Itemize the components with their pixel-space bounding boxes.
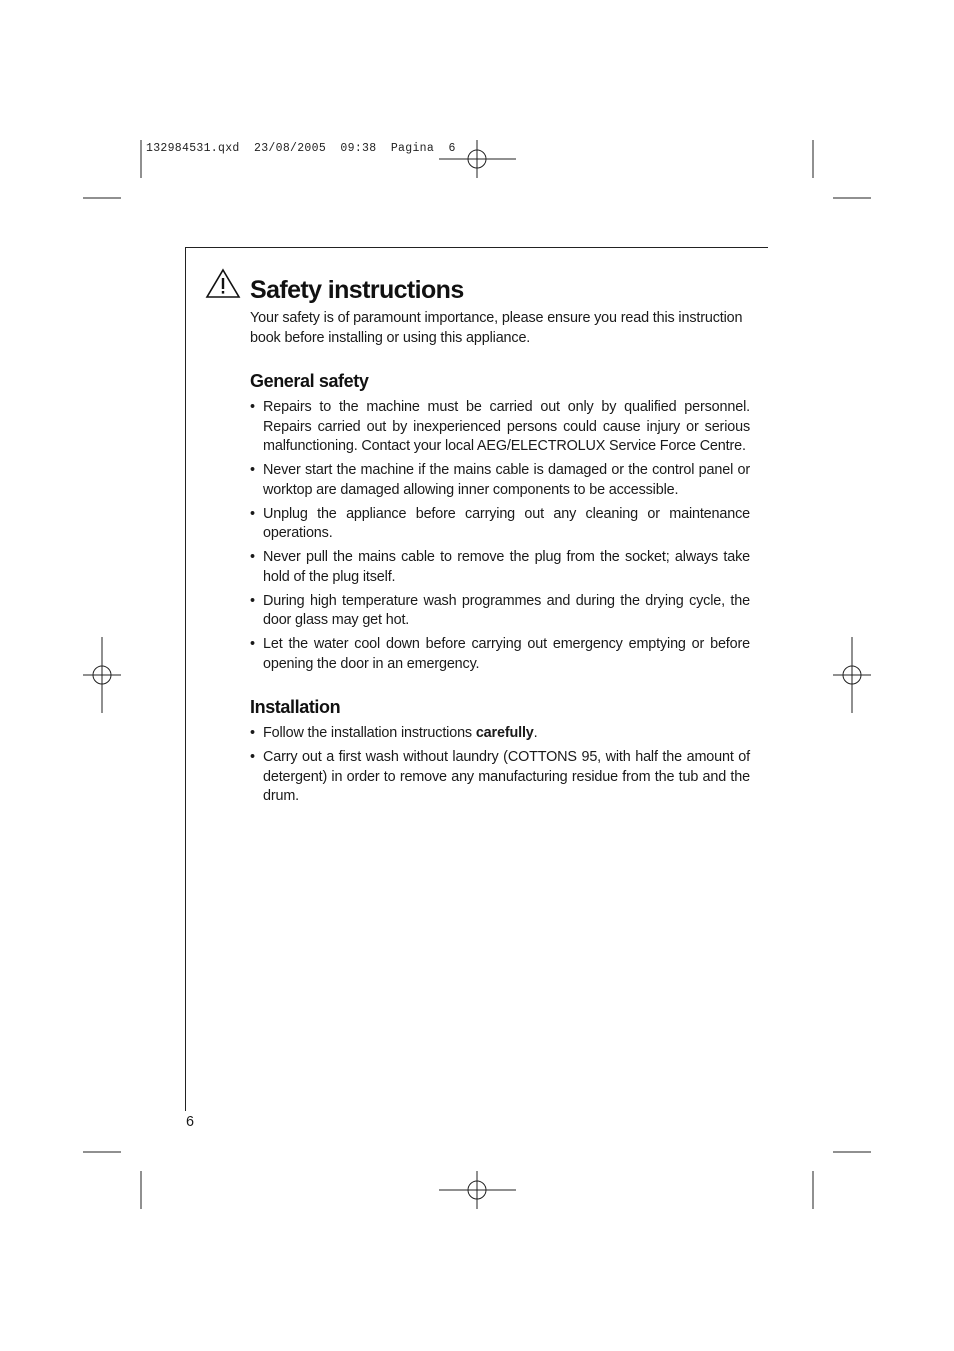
warning-triangle-icon [205, 268, 241, 300]
page-title: Safety instructions [250, 276, 464, 304]
list-item-text: During high temperature wash programmes and during the drying cycle, the door glass may get hot. [263, 592, 750, 628]
bullet: • [250, 592, 255, 609]
bullet: • [250, 636, 255, 652]
installation-list [250, 724, 750, 807]
list-item-text: Never start the machine if the mains cable is damaged or the control panel or worktop are damaged allowing inner components to be accessible. [263, 462, 750, 498]
section-heading-installation: Installation [250, 697, 341, 717]
list-item-text: Carry out a first wash without laundry (COTTONS 95, with half the amount of detergent) in order to remove any manufacturing residue from the tub and the drum. [263, 749, 750, 804]
intro-paragraph: Your safety is of paramount importance, please ensure you read this instruction book before installing or using this appliance. [250, 310, 743, 346]
bullet: • [250, 749, 255, 765]
bullet: • [250, 549, 255, 565]
list-item [250, 592, 750, 631]
emphasis-text: carefully [475, 725, 534, 741]
print-slug: 132984531.qxd 23/08/2005 09:38 Pagina 6 [146, 142, 456, 155]
list-item-text-end: . [533, 725, 538, 741]
bullet: • [250, 462, 255, 478]
list-item [250, 461, 750, 500]
list-item-text: Unplug the appliance before carrying out any cleaning or maintenance operations. [263, 505, 750, 541]
list-item [250, 724, 750, 744]
general-safety-list [250, 398, 750, 674]
list-item-text: Follow the installation instructions [263, 725, 476, 741]
list-item-text: Repairs to the machine must be carried out only by qualified personnel. Repairs carried out by inexperienced persons could cause injury or serious malfunctioning. Contact your local AEG/ELECTROLUX Service Force Centre. [263, 399, 750, 454]
main-content [250, 272, 750, 811]
list-item-text: Let the water cool down before carrying out emergency emptying or before opening the door in an emergency. [263, 636, 750, 672]
section-heading-general-safety: General safety [250, 371, 369, 391]
bullet: • [250, 399, 255, 415]
bullet: • [250, 505, 255, 522]
bullet: • [250, 725, 255, 741]
list-item [250, 748, 750, 807]
list-item [250, 505, 750, 544]
list-item [250, 635, 750, 674]
frame-left-rule [185, 247, 186, 1111]
page-number: 6 [186, 1114, 195, 1130]
list-item-text: Never pull the mains cable to remove the plug from the socket; always take hold of the plug itself. [263, 549, 750, 585]
frame-top-rule [185, 247, 768, 248]
list-item [250, 398, 750, 457]
list-item [250, 548, 750, 587]
